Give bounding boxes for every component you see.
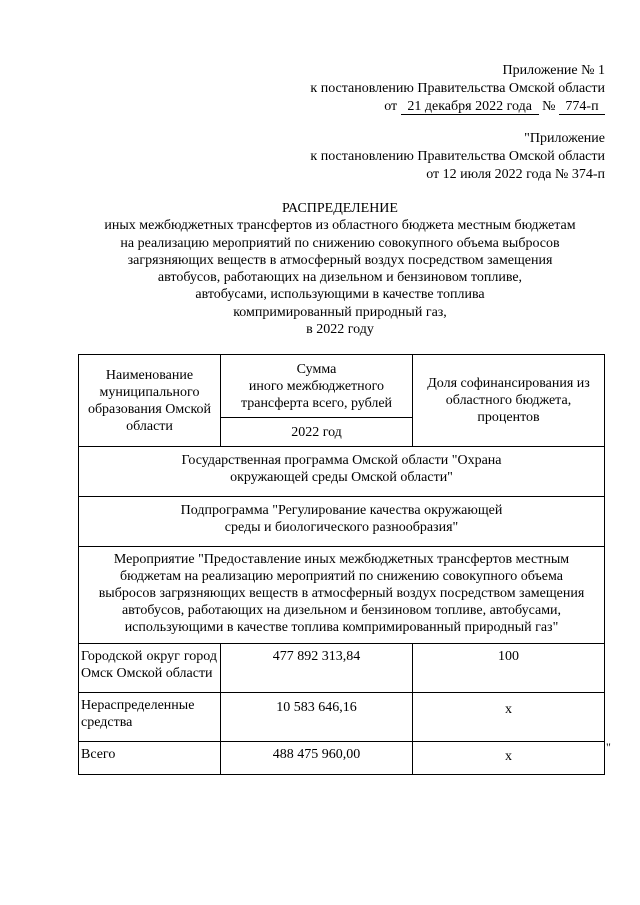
appendix-header: [310, 62, 605, 116]
title-line: автобусами, использующими в качестве топлива: [195, 287, 485, 303]
appendix-title: Приложение № 1: [502, 63, 605, 78]
header-share: Доля софинансирования из областного бюджета, процентов: [413, 355, 605, 447]
resolution-number: 774-п: [559, 99, 605, 115]
resolution-date: 21 декабря 2022 года: [401, 99, 539, 115]
row-amount: 10 583 646,16: [221, 693, 413, 742]
original-appendix-title: "Приложение: [524, 131, 605, 146]
row-name: Городской округ город Омск Омской области: [79, 644, 221, 693]
header-amount: Сумма иного межбюджетного трансферта всего, рублей: [221, 355, 413, 418]
title-line: автобусов, работающих на дизельном и бензиновом топливе,: [157, 270, 523, 286]
header-year: 2022 год: [221, 418, 413, 447]
title-line: иных межбюджетных трансфертов из областного бюджета местным бюджетам: [104, 218, 576, 234]
title-heading: РАСПРЕДЕЛЕНИЕ: [282, 201, 398, 216]
original-appendix-resolution: к постановлению Правительства Омской области: [310, 149, 605, 164]
row-amount: 488 475 960,00: [221, 742, 413, 775]
row-amount: 477 892 313,84: [221, 644, 413, 693]
table-row: [79, 742, 605, 775]
measure-row: Мероприятие "Предоставление иных межбюджетных трансфертов местным бюджетам на реализацию мероприятий по снижению совокупного объема выбросов загрязняющих веществ в атмосферный воздух посредством замещения автобусов, работающих на дизельном и бензиновом топливе, автобусами, использующими в качестве топлива компримированный природный газ": [79, 547, 605, 644]
distribution-table: [78, 354, 605, 775]
table-row: [79, 644, 605, 693]
title-line: на реализацию мероприятий по снижению совокупного объема выбросов: [120, 235, 560, 251]
title-line: в 2022 году: [306, 322, 374, 338]
number-prefix: №: [542, 99, 556, 114]
appendix-date-line: [310, 98, 605, 116]
row-share: 100: [413, 644, 605, 693]
header-municipality: Наименование муниципального образования Омской области: [79, 355, 221, 447]
original-appendix-header: [310, 130, 605, 184]
row-name: Нераспределенные средства: [79, 693, 221, 742]
closing-quote: ": [606, 740, 611, 754]
document-title: [60, 200, 620, 338]
row-share: х: [413, 693, 605, 742]
original-appendix-date: от 12 июля 2022 года № 374-п: [426, 167, 605, 182]
title-line: загрязняющих веществ в атмосферный воздух посредством замещения: [127, 252, 553, 268]
row-share: х: [413, 742, 605, 775]
appendix-resolution: к постановлению Правительства Омской области: [310, 81, 605, 96]
date-prefix: от: [384, 99, 398, 114]
row-name: Всего: [79, 742, 221, 775]
program-row: Государственная программа Омской области "Охрана окружающей среды Омской области": [79, 447, 605, 497]
subprogram-row: Подпрограмма "Регулирование качества окружающей среды и биологического разнообразия": [79, 497, 605, 547]
title-line: компримированный природный газ,: [233, 304, 447, 320]
table-row: [79, 693, 605, 742]
